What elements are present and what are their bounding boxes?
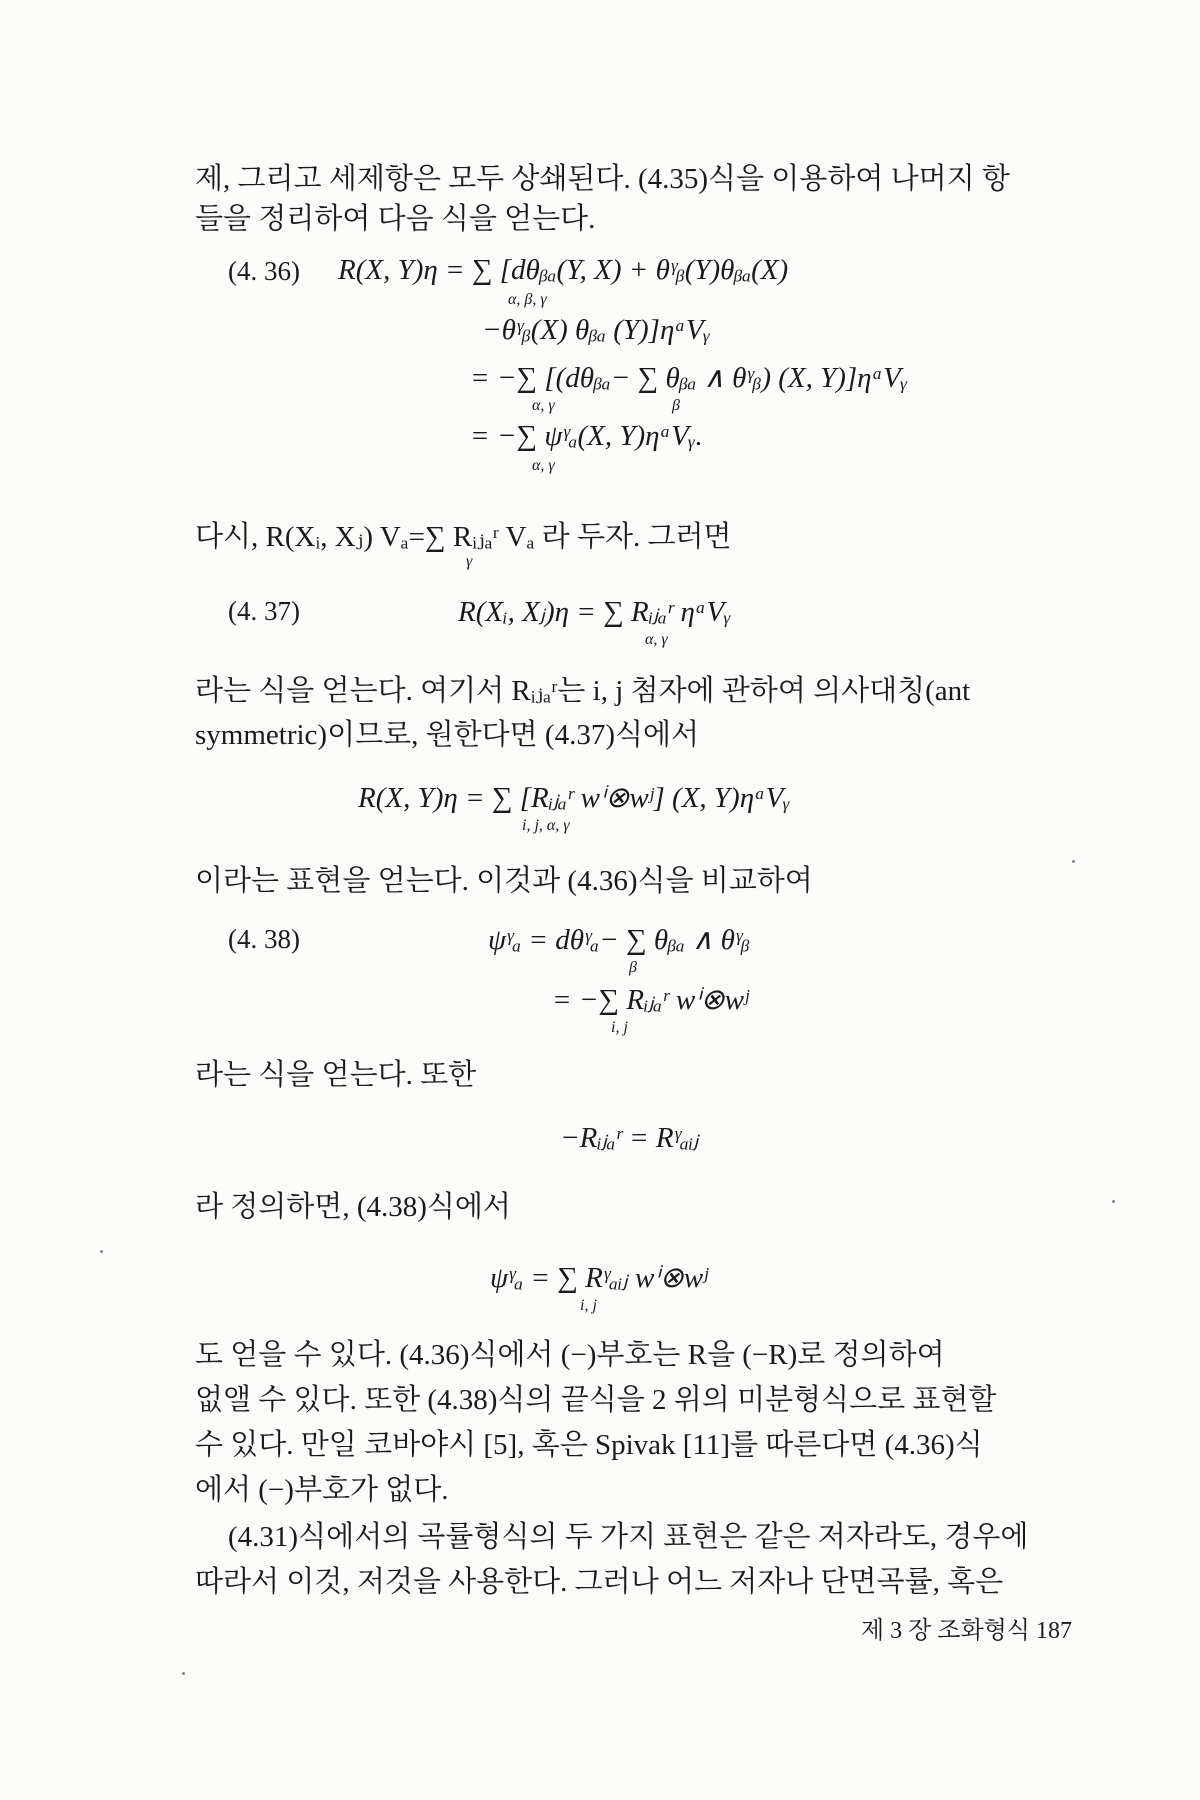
summation-index: β [672,397,680,414]
summation-index: α, γ [532,457,555,474]
text-line: 라는 식을 얻는다. 또한 [195,1059,477,1091]
summation-index: γ [466,553,473,570]
equation-number: (4. 38) [228,924,300,954]
equation-4-36-line3: = −∑ [(dθᵦₐ− ∑ θᵦₐ ∧ θᵞᵦ) (X, Y)]ηᵃVᵧ [470,362,908,394]
text-line: 도 얻을 수 있다. (4.36)식에서 (−)부호는 R을 (−R)로 정의하여 [195,1339,945,1371]
text-line: 이라는 표현을 얻는다. 이것과 (4.36)식을 비교하여 [195,865,813,897]
equation-4-36-line1: R(X, Y)η = ∑ [dθᵦₐ(Y, X) + θᵞᵦ(Y)θᵦₐ(X) [338,254,789,286]
text-line: 라는 식을 얻는다. 여기서 Rᵢⱼₐʳ는 i, j 첨자에 관하여 의사대칭(ant [195,675,971,707]
equation-unnumbered: R(X, Y)η = ∑ [Rᵢⱼₐʳ wⁱ⊗wʲ] (X, Y)ηᵃVᵧ [358,782,791,814]
equation-4-37: R(Xᵢ, Xⱼ)η = ∑ Rᵢⱼₐʳ ηᵃVᵧ [458,596,731,628]
summation-index: β [629,959,637,976]
text-line: 다시, R(Xᵢ, Xⱼ) Vₐ=∑ Rᵢⱼₐʳ Vₐ 라 두자. 그러면 [195,521,732,553]
text-line: symmetric)이므로, 원한다면 (4.37)식에서 [195,719,700,751]
summation-index: i, j [580,1297,597,1314]
equation-4-38-line2: = −∑ Rᵢⱼₐʳ wⁱ⊗wʲ [552,984,749,1016]
equation-4-38-line1: ψᵞₐ = dθᵞₐ− ∑ θᵦₐ ∧ θᵞᵦ [488,924,750,956]
summation-index: i, j, α, γ [522,817,570,834]
equation-number: (4. 36) [228,256,300,286]
equation-definition: −Rᵢⱼₐʳ = Rᵞₐᵢⱼ [560,1122,699,1154]
summation-index: α, γ [645,631,668,648]
scan-speck [1112,1200,1115,1203]
text-line: 없앨 수 있다. 또한 (4.38)식의 끝식을 2 위의 미분형식으로 표현할 [195,1384,997,1416]
text-line: (4.31)식에서의 곡률형식의 두 가지 표현은 같은 저자라도, 경우에 [228,1521,1029,1553]
summation-index: i, j [611,1019,628,1036]
scan-speck [100,1250,103,1253]
summation-index: α, β, γ [508,291,547,308]
scan-speck [182,1672,185,1675]
page-footer: 제 3 장 조화형식 187 [860,1618,1072,1644]
text-line: 에서 (−)부호가 없다. [195,1474,449,1506]
text-line: 따라서 이것, 저것을 사용한다. 그러나 어느 저자나 단면곡률, 혹은 [195,1566,1004,1598]
summation-index: α, γ [532,397,555,414]
equation-4-36-line4: = −∑ ψᵞₐ(X, Y)ηᵃVᵧ. [470,420,703,452]
text-line: 들을 정리하여 다음 식을 얻는다. [195,203,596,235]
text-line: 제, 그리고 세제항은 모두 상쇄된다. (4.35)식을 이용하여 나머지 항 [195,163,1010,195]
scan-speck [1072,860,1075,863]
text-line: 라 정의하면, (4.38)식에서 [195,1191,511,1223]
equation-number: (4. 37) [228,596,300,626]
equation-4-36-line2: −θᵞᵦ(X) θᵦₐ (Y)]ηᵃVᵧ [482,314,711,346]
text-line: 수 있다. 만일 코바야시 [5], 혹은 Spivak [11]를 따른다면 (4.36)식 [195,1429,983,1461]
equation-result: ψᵞₐ = ∑ Rᵞₐᵢⱼ wⁱ⊗wʲ [490,1262,708,1294]
